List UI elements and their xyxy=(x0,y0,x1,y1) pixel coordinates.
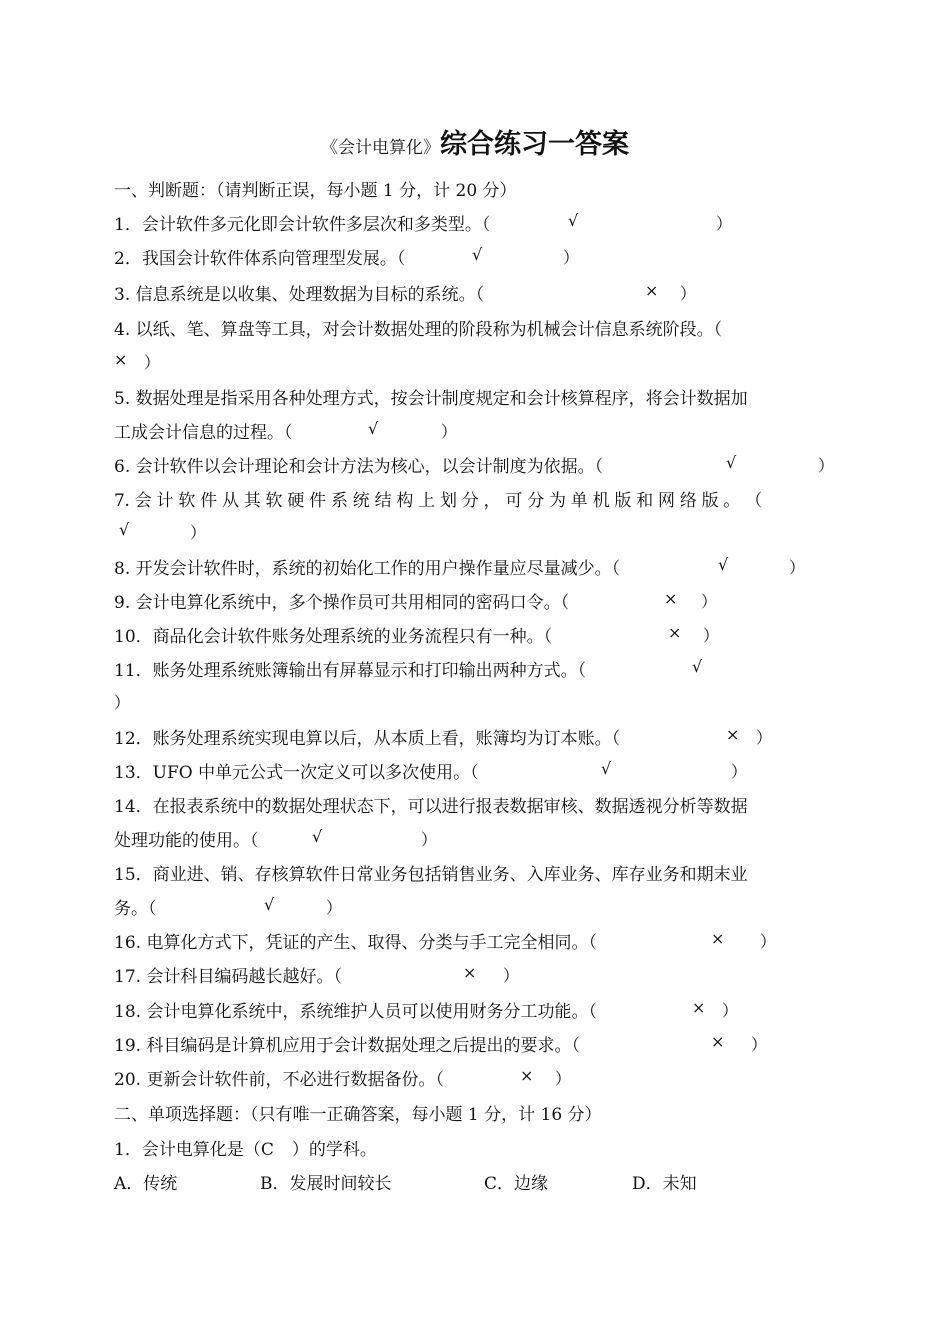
mc-q1-suffix: ）的学科。 xyxy=(291,1140,377,1160)
q13-close: ） xyxy=(731,762,748,781)
q6-text: 6. 会计软件以会计理论和会计方法为核心，以会计制度为依据。（ xyxy=(114,457,604,477)
q14-text-2: 处理功能的使用。（ xyxy=(114,831,259,851)
q9-close: ） xyxy=(701,592,718,611)
q18-close: ） xyxy=(722,1001,739,1020)
q15-close: ） xyxy=(326,898,343,917)
q2-answer: √ xyxy=(472,245,483,264)
q17-answer: × xyxy=(463,963,477,982)
section2-heading: 二、单项选择题：（只有唯一正确答案，每小题 1 分，计 16 分） xyxy=(114,1105,602,1125)
q7-close: ） xyxy=(190,523,207,542)
title-prefix: 《会计电算化》 xyxy=(321,138,440,158)
q4-answer: × xyxy=(114,350,128,369)
q8-close: ） xyxy=(789,558,806,577)
mc-q1-option-a: A．传统 xyxy=(114,1174,178,1194)
q3-answer: × xyxy=(645,281,659,300)
q3-text: 3. 信息系统是以收集、处理数据为目标的系统。（ xyxy=(114,285,485,305)
q9-answer: × xyxy=(664,589,678,608)
q19-text: 19. 科目编码是计算机应用于会计数据处理之后提出的要求。（ xyxy=(114,1036,580,1056)
q20-answer: × xyxy=(520,1066,534,1085)
q16-text: 16. 电算化方式下，凭证的产生、取得、分类与手工完全相同。（ xyxy=(114,933,597,953)
mc-q1-option-c: C．边缘 xyxy=(484,1174,549,1194)
q14-answer: √ xyxy=(312,827,323,846)
q16-answer: × xyxy=(711,929,725,948)
q4-close: ） xyxy=(144,353,161,372)
q2-text: 2．我国会计软件体系向管理型发展。（ xyxy=(114,249,406,269)
q7-text: 7. 会 计 软 件 从 其 软 硬 件 系 统 结 构 上 划 分 ， 可 分 为 单 机 版 和 网 络 版 。 （ xyxy=(114,491,762,511)
q17-text: 17. 会计科目编码越长越好。（ xyxy=(114,967,342,987)
q5-text-2: 工成会计信息的过程。（ xyxy=(114,423,293,443)
q18-answer: × xyxy=(692,998,706,1017)
q15-text-2: 务。（ xyxy=(114,899,157,919)
q19-answer: × xyxy=(711,1032,725,1051)
q20-close: ） xyxy=(555,1069,572,1088)
mc-q1-option-b: B．发展时间较长 xyxy=(260,1174,392,1194)
q4-text: 4. 以纸、笔、算盘等工具，对会计数据处理的阶段称为机械会计信息系统阶段。（ xyxy=(114,320,723,340)
q19-close: ） xyxy=(751,1035,768,1054)
q8-answer: √ xyxy=(718,555,729,574)
q7-answer: √ xyxy=(119,520,130,539)
q13-text: 13．UFO 中单元公式一次定义可以多次使用。（ xyxy=(114,763,479,783)
mc-q1 xyxy=(114,1135,377,1160)
q5-answer: √ xyxy=(368,419,379,438)
q15-text-1: 15．商业进、销、存核算软件日常业务包括销售业务、入库业务、库存业务和期末业 xyxy=(114,865,748,885)
q18-text: 18. 会计电算化系统中，系统维护人员可以使用财务分工功能。（ xyxy=(114,1002,597,1022)
section1-heading: 一、判断题：（请判断正误，每小题 1 分，计 20 分） xyxy=(114,181,517,201)
q15-answer: √ xyxy=(264,895,275,914)
q20-text: 20. 更新会计软件前，不必进行数据备份。（ xyxy=(114,1070,444,1090)
q11-answer: √ xyxy=(692,657,703,676)
title-main: 综合练习一答案 xyxy=(440,129,629,160)
mc-q1-option-d: D．未知 xyxy=(632,1174,697,1194)
q1-answer: √ xyxy=(568,211,579,230)
q13-answer: √ xyxy=(601,759,612,778)
q14-text-1: 14．在报表系统中的数据处理状态下，可以进行报表数据审核、数据透视分析等数据 xyxy=(114,797,748,817)
q5-close: ） xyxy=(441,422,458,441)
q10-text: 10．商品化会计软件账务处理系统的业务流程只有一种。（ xyxy=(114,627,553,647)
q6-close: ） xyxy=(818,456,835,475)
q11-close: ） xyxy=(114,693,131,712)
q9-text: 9. 会计电算化系统中，多个操作员可共用相同的密码口令。（ xyxy=(114,593,570,613)
q12-close: ） xyxy=(756,728,773,747)
q12-text: 12．账务处理系统实现电算以后，从本质上看，账簿均为订本账。（ xyxy=(114,729,621,749)
q3-close: ） xyxy=(680,284,697,303)
q11-text: 11．账务处理系统账簿输出有屏幕显示和打印输出两种方式。（ xyxy=(114,661,587,681)
q1-text: 1．会计软件多元化即会计软件多层次和多类型。（ xyxy=(114,215,491,235)
q16-close: ） xyxy=(760,932,777,951)
q6-answer: √ xyxy=(726,453,737,472)
q14-close: ） xyxy=(421,830,438,849)
q5-text-1: 5. 数据处理是指采用各种处理方式，按会计制度规定和会计核算程序，将会计数据加 xyxy=(114,389,748,409)
document-title xyxy=(0,122,950,161)
q8-text: 8. 开发会计软件时，系统的初始化工作的用户操作量应尽量减少。（ xyxy=(114,559,621,579)
mc-q1-answer: C xyxy=(260,1140,274,1160)
q10-close: ） xyxy=(703,626,720,645)
mc-q1-prefix: 1．会计电算化是（ xyxy=(114,1140,261,1160)
q2-close: ） xyxy=(563,248,580,267)
q12-answer: × xyxy=(726,725,740,744)
q17-close: ） xyxy=(503,966,520,985)
q10-answer: × xyxy=(668,623,682,642)
q1-close: ） xyxy=(716,214,733,233)
